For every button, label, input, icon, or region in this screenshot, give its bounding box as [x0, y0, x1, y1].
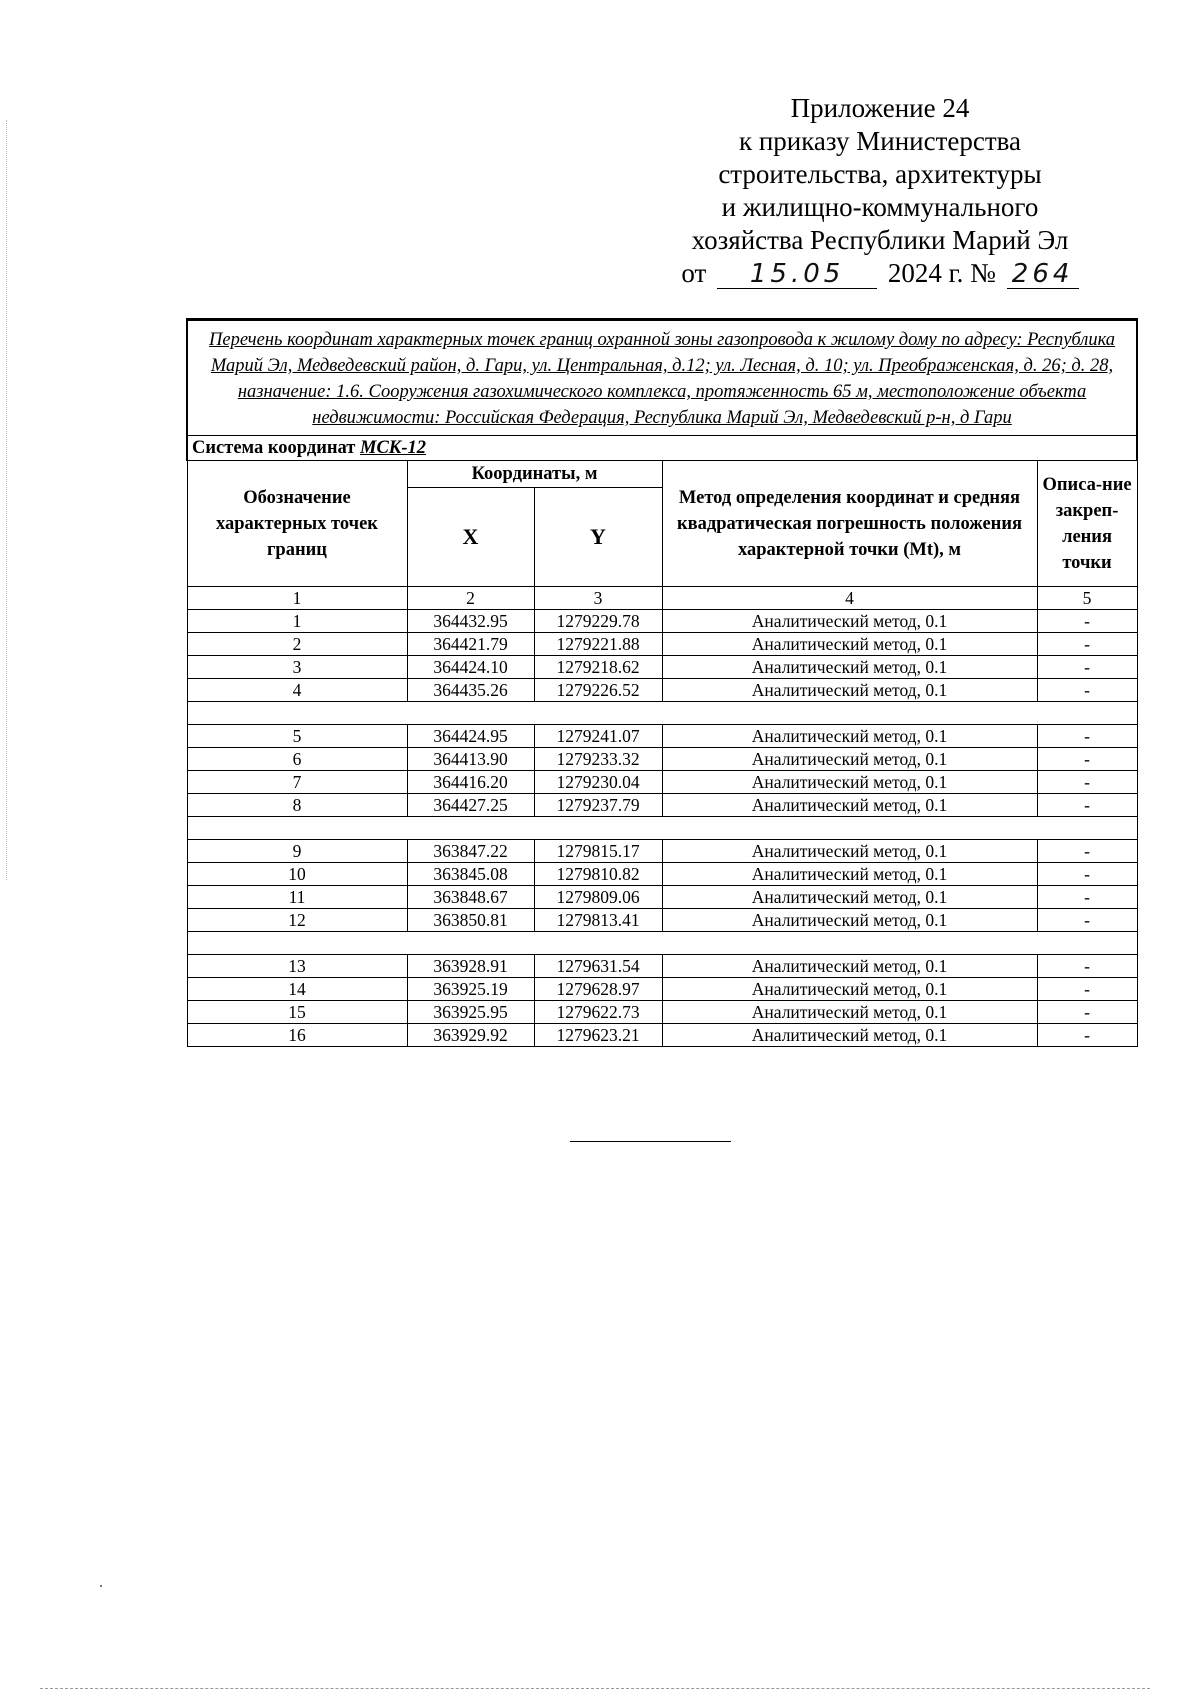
method-cell: Аналитический метод, 0.1: [662, 725, 1037, 748]
description-cell: -: [1037, 978, 1137, 1001]
x-coordinate-cell: 363850.81: [407, 909, 534, 932]
method-cell: Аналитический метод, 0.1: [662, 1024, 1037, 1047]
point-number-cell: 4: [187, 679, 407, 702]
header-description: Описа-ние закреп-ления точки: [1037, 461, 1137, 587]
group-separator-row: [187, 702, 1137, 725]
date-prefix: от: [681, 258, 707, 288]
method-cell: Аналитический метод, 0.1: [662, 886, 1037, 909]
method-cell: Аналитический метод, 0.1: [662, 656, 1037, 679]
table-row: [187, 679, 1137, 702]
x-coordinate-cell: 364413.90: [407, 748, 534, 771]
point-number-cell: 11: [187, 886, 407, 909]
table-row: [187, 725, 1137, 748]
table-row: [187, 840, 1137, 863]
method-cell: Аналитический метод, 0.1: [662, 955, 1037, 978]
table-title-row: [187, 320, 1137, 436]
header-line-5: хозяйства Республики Марий Эл: [691, 225, 1069, 255]
end-separator-line: [570, 1141, 731, 1142]
group-separator-row: [187, 932, 1137, 955]
x-coordinate-cell: 364424.95: [407, 725, 534, 748]
y-coordinate-cell: 1279237.79: [534, 794, 662, 817]
table-row: [187, 610, 1137, 633]
y-coordinate-cell: 1279229.78: [534, 610, 662, 633]
table-row: [187, 1024, 1137, 1047]
table-title: Перечень координат характерных точек границ охранной зоны газопровода к жилому дому по адресу: Республика Марий Эл, Медведевский район, д. Гари, ул. Центральная, д.12; ул. Лесная, д. 10; ул. Преображенская, д. 26; д. 28, назначение: 1.6. Сооружения газохимического комплекса, протяженность 65 м, местоположение объекта недвижимости: Российская Федерация, Республика Марий Эл, Медведевский р-н, д Гари: [187, 320, 1137, 436]
point-number-cell: 5: [187, 725, 407, 748]
date-blank: [717, 259, 877, 289]
description-cell: -: [1037, 679, 1137, 702]
table-row: [187, 909, 1137, 932]
point-number-cell: 13: [187, 955, 407, 978]
method-cell: Аналитический метод, 0.1: [662, 863, 1037, 886]
column-number: 4: [662, 587, 1037, 610]
header-coords: Координаты, м: [407, 461, 662, 488]
method-cell: Аналитический метод, 0.1: [662, 909, 1037, 932]
point-number-cell: 15: [187, 1001, 407, 1024]
group-separator-cell: [187, 817, 1137, 840]
method-cell: Аналитический метод, 0.1: [662, 840, 1037, 863]
point-number-cell: 7: [187, 771, 407, 794]
description-cell: -: [1037, 656, 1137, 679]
order-date-line: [640, 257, 1120, 290]
x-coordinate-cell: 364416.20: [407, 771, 534, 794]
y-coordinate-cell: 1279810.82: [534, 863, 662, 886]
point-number-cell: 9: [187, 840, 407, 863]
year-text: 2024 г. №: [887, 258, 996, 288]
column-number-row: [187, 587, 1137, 610]
y-coordinate-cell: 1279628.97: [534, 978, 662, 1001]
header-x: X: [407, 488, 534, 587]
method-cell: Аналитический метод, 0.1: [662, 1001, 1037, 1024]
x-coordinate-cell: 364427.25: [407, 794, 534, 817]
point-number-cell: 16: [187, 1024, 407, 1047]
header-point: Обозначение характерных точек границ: [187, 461, 407, 587]
x-coordinate-cell: 364421.79: [407, 633, 534, 656]
scan-footer-artifact: [40, 1688, 1150, 1689]
scan-speck: [100, 1585, 102, 1587]
coordinates-table: [186, 318, 1138, 1047]
description-cell: -: [1037, 840, 1137, 863]
y-coordinate-cell: 1279241.07: [534, 725, 662, 748]
point-number-cell: 1: [187, 610, 407, 633]
x-coordinate-cell: 363928.91: [407, 955, 534, 978]
y-coordinate-cell: 1279221.88: [534, 633, 662, 656]
y-coordinate-cell: 1279622.73: [534, 1001, 662, 1024]
handwritten-date: 15.05: [749, 259, 845, 289]
method-cell: Аналитический метод, 0.1: [662, 679, 1037, 702]
table-row: [187, 955, 1137, 978]
point-number-cell: 3: [187, 656, 407, 679]
y-coordinate-cell: 1279233.32: [534, 748, 662, 771]
description-cell: -: [1037, 1024, 1137, 1047]
y-coordinate-cell: 1279623.21: [534, 1024, 662, 1047]
y-coordinate-cell: 1279809.06: [534, 886, 662, 909]
appendix-header: [640, 92, 1120, 290]
header-method: Метод определения координат и средняя квадратическая погрешность положения характерной точки (Mt), м: [662, 461, 1037, 587]
header-line-4: и жилищно-коммунального: [721, 192, 1039, 222]
y-coordinate-cell: 1279631.54: [534, 955, 662, 978]
group-separator-row: [187, 817, 1137, 840]
x-coordinate-cell: 364435.26: [407, 679, 534, 702]
column-number: 5: [1037, 587, 1137, 610]
system-value: МСК-12: [360, 438, 426, 458]
table-row: [187, 794, 1137, 817]
point-number-cell: 12: [187, 909, 407, 932]
x-coordinate-cell: 363925.95: [407, 1001, 534, 1024]
description-cell: -: [1037, 633, 1137, 656]
y-coordinate-cell: 1279218.62: [534, 656, 662, 679]
x-coordinate-cell: 363929.92: [407, 1024, 534, 1047]
scan-edge-artifact: [6, 120, 8, 880]
table-row: [187, 748, 1137, 771]
method-cell: Аналитический метод, 0.1: [662, 633, 1037, 656]
method-cell: Аналитический метод, 0.1: [662, 978, 1037, 1001]
number-blank: [1007, 259, 1079, 289]
table-row: [187, 656, 1137, 679]
system-label: Система координат: [192, 438, 356, 458]
point-number-cell: 2: [187, 633, 407, 656]
method-cell: Аналитический метод, 0.1: [662, 794, 1037, 817]
table-row: [187, 978, 1137, 1001]
description-cell: -: [1037, 748, 1137, 771]
header-line-1: Приложение 24: [790, 93, 970, 123]
description-cell: -: [1037, 1001, 1137, 1024]
description-cell: -: [1037, 610, 1137, 633]
header-line-2: к приказу Министерства: [738, 126, 1022, 156]
point-number-cell: 10: [187, 863, 407, 886]
y-coordinate-cell: 1279226.52: [534, 679, 662, 702]
column-number: 1: [187, 587, 407, 610]
table-row: [187, 771, 1137, 794]
method-cell: Аналитический метод, 0.1: [662, 610, 1037, 633]
header-line-3: строительства, архитектуры: [718, 159, 1042, 189]
description-cell: -: [1037, 863, 1137, 886]
column-number: 3: [534, 587, 662, 610]
table-row: [187, 633, 1137, 656]
description-cell: -: [1037, 909, 1137, 932]
y-coordinate-cell: 1279815.17: [534, 840, 662, 863]
x-coordinate-cell: 364432.95: [407, 610, 534, 633]
header-row-1: [187, 461, 1137, 488]
group-separator-cell: [187, 932, 1137, 955]
table-row: [187, 1001, 1137, 1024]
x-coordinate-cell: 363848.67: [407, 886, 534, 909]
description-cell: -: [1037, 886, 1137, 909]
x-coordinate-cell: 363845.08: [407, 863, 534, 886]
group-separator-cell: [187, 702, 1137, 725]
description-cell: -: [1037, 955, 1137, 978]
description-cell: -: [1037, 794, 1137, 817]
x-coordinate-cell: 363847.22: [407, 840, 534, 863]
column-number: 2: [407, 587, 534, 610]
coordinate-system: [187, 436, 1137, 461]
table-row: [187, 863, 1137, 886]
point-number-cell: 8: [187, 794, 407, 817]
method-cell: Аналитический метод, 0.1: [662, 748, 1037, 771]
table-row: [187, 886, 1137, 909]
x-coordinate-cell: 363925.19: [407, 978, 534, 1001]
method-cell: Аналитический метод, 0.1: [662, 771, 1037, 794]
point-number-cell: 6: [187, 748, 407, 771]
y-coordinate-cell: 1279230.04: [534, 771, 662, 794]
y-coordinate-cell: 1279813.41: [534, 909, 662, 932]
description-cell: -: [1037, 771, 1137, 794]
header-y: Y: [534, 488, 662, 587]
x-coordinate-cell: 364424.10: [407, 656, 534, 679]
handwritten-number: 264: [1011, 259, 1074, 289]
coordinate-system-row: [187, 436, 1137, 461]
point-number-cell: 14: [187, 978, 407, 1001]
description-cell: -: [1037, 725, 1137, 748]
